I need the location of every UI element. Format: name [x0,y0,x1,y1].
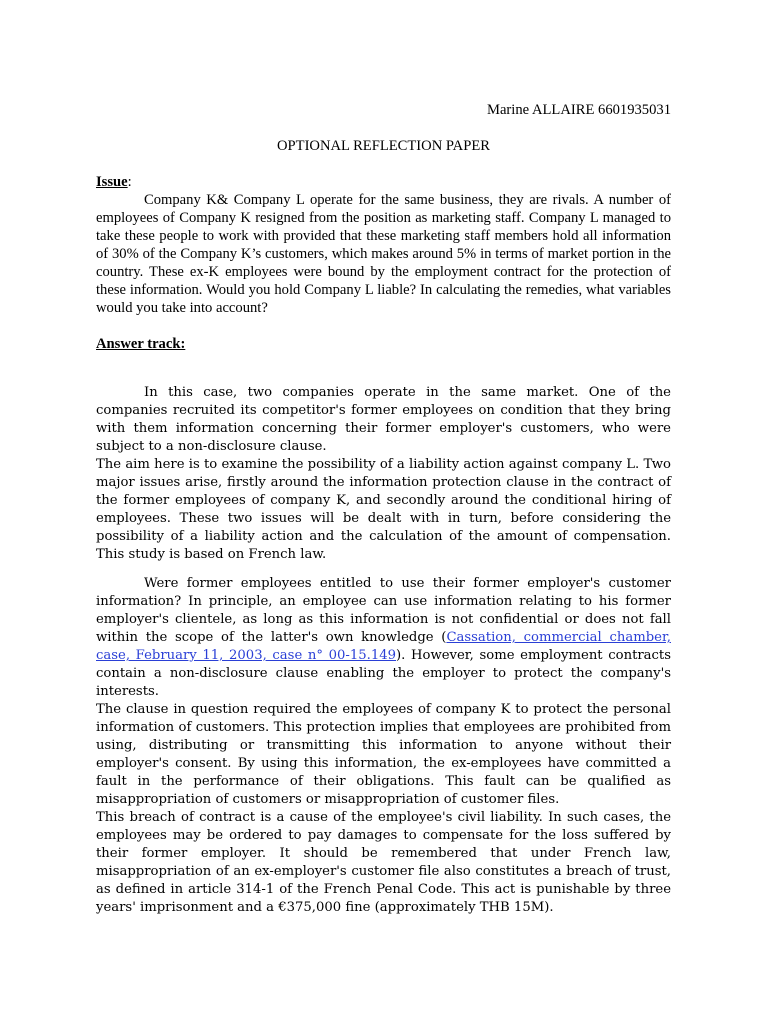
answer-paragraph-4: The clause in question required the employees of company K to protect the personal information of customers. This protection implies that employees are prohibited from using, distributing or transmitting this information to anyone without their employer's consent. By using this information, the ex-employees have committed a fault in the performance of their obligations. This fault can be qualified as misappropriation of customers or misappropriation of customer files. [96,702,671,807]
issue-heading-line [96,173,671,191]
answer-body-part-2 [96,575,671,917]
answer-paragraph-5: This breach of contract is a cause of the employee's civil liability. In such cases, the employees may be ordered to pay damages to compensate for the loss suffered by their former employer. It should be remembered that under French law, misappropriation of an ex-employer's customer file also constitutes a breach of trust, as defined in article 314-1 of the French Penal Code. This act is punishable by three years' imprisonment and a €375,000 fine (approximately THB 15M). [96,810,671,915]
paragraph-3-text-after: ). However, some employment contracts contain a non-disclosure clause enabling the employer to protect the company's interests. [96,648,671,699]
answer-heading: Answer track: [96,336,186,352]
issue-section [96,173,671,317]
document-page [96,0,671,1024]
issue-paragraph: Company K& Company L operate for the same business, they are rivals. A number of employees of Company K resigned from the position as marketing staff. Company L managed to take these people to work with provided that these marketing staff members hold all information of 30% of the Company K’s customers, which makes around 5% in terms of market portion in the country. These ex-K employees were bound by the employment contract for the protection of these information. Would you hold Company L liable? In calculating the remedies, what variables would you take into account? [96,192,671,316]
issue-colon: : [127,174,132,190]
author-line: Marine ALLAIRE 6601935031 [486,102,671,118]
answer-paragraph-1: In this case, two companies operate in the same market. One of the companies recruited its competitor's former employees on condition that they bring with them information concerning their former employer's customers, who were subject to a non-disclosure clause. [96,385,671,454]
paragraph-3-text-before: Were former employees entitled to use their former employer's customer information? In principle, an employee can use information relating to his former employer's clientele, as long as this information is not confidential or does not fall within the scope of the latter's own knowledge ( [96,576,671,645]
issue-heading: Issue [96,174,128,190]
answer-paragraph-2: The aim here is to examine the possibility of a liability action against company L. Two major issues arise, firstly around the information protection clause in the contract of the former employees of company K, and secondly around the conditional hiring of employees. These two issues will be dealt with in turn, before considering the possibility of a liability action and the calculation of the amount of compensation. This study is based on French law. [96,457,671,562]
case-citation-link[interactable]: Cassation, commercial chamber, case, February 11, 2003, case n° 00-15.149 [96,630,671,663]
page-title: OPTIONAL REFLECTION PAPER [277,138,490,154]
answer-heading-block [96,335,671,353]
answer-body-part-1 [96,384,671,564]
answer-paragraph-3 [96,575,671,701]
